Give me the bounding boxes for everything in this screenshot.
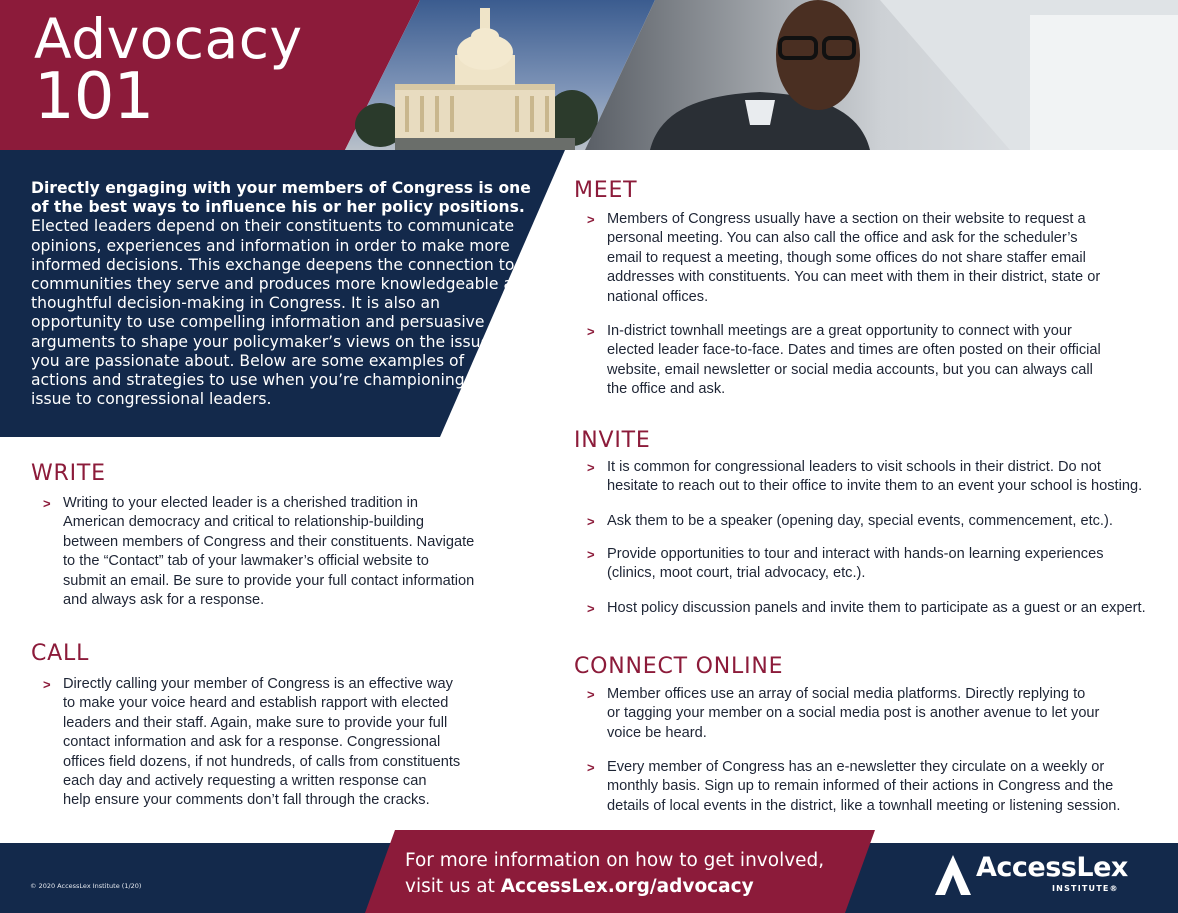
meet-bullet: > Members of Congress usually have a section on their website to request a personal meeting. You can also call the office and ask for the scheduler’s email to request a meeting, though some offices do not share staffer email addresses with constituents. You can meet with them in their district, state or national offices. <box>587 211 1101 305</box>
intro-line: arguments to shape your policymaker’s views on the issues <box>31 332 499 351</box>
invite-bullet: > Host policy discussion panels and invite them to participate as a guest or an expert. <box>607 599 1146 618</box>
meet-bullet: > In-district townhall meetings are a great opportunity to connect with your elected leader face-to-face. Dates and times are often posted on their official website, email newsletter or social media accounts, but you can always call the office and ask. <box>587 323 1101 398</box>
intro-line: opportunity to use compelling information and persuasive <box>31 313 485 332</box>
intro-paragraph <box>31 179 545 409</box>
intro-lead-line: Directly engaging with your members of Congress is one <box>31 179 531 197</box>
footer-cta-line2: visit us at AccessLex.org/advocacy <box>405 876 754 897</box>
logo-subtitle: INSTITUTE® <box>1052 884 1119 893</box>
intro-lead-line: of the best ways to influence his or her policy positions. <box>31 198 525 217</box>
accesslex-logo-icon <box>935 855 971 895</box>
copyright: © 2020 AccessLex Institute (1/20) <box>30 882 142 890</box>
invite-bullet: > Provide opportunities to tour and interact with hands-on learning experiences (clinics, moot court, trial advocacy, etc.). <box>587 546 1104 582</box>
title-line-1: Advocacy <box>34 7 303 71</box>
man-photo <box>585 0 1178 150</box>
bullet-chevron-icon: > <box>587 324 595 339</box>
intro-line: informed decisions. This exchange deepens the connection to the <box>31 255 545 274</box>
bullet-chevron-icon: > <box>43 496 51 511</box>
bullet-chevron-icon: > <box>587 514 595 529</box>
bullet-chevron-icon: > <box>43 677 51 692</box>
advocacy-link[interactable]: AccessLex.org/advocacy <box>500 876 754 897</box>
bullet-chevron-icon: > <box>587 760 595 775</box>
intro-line: you are passionate about. Below are some examples of <box>31 351 465 370</box>
connect-bullet: > Every member of Congress has an e-newsletter they circulate on a weekly or monthly basis. Sign up to remain informed of their actions in Congress and the details of local events in the district, like a townhall meeting or listening session. <box>587 759 1121 814</box>
write-bullet: > Writing to your elected leader is a cherished tradition in American democracy and critical to relationship-building between members of Congress and their constituents. Navigate to the “Contact” tab of your lawmaker’s official website to submit an email. Be sure to provide your full contact information and always ask for a response. <box>43 495 475 609</box>
invite-bullet: > Ask them to be a speaker (opening day, special events, commencement, etc.). <box>607 512 1113 531</box>
intro-line: Elected leaders depend on their constituents to communicate <box>31 217 515 236</box>
footer-cta-line1: For more information on how to get involved, <box>405 850 825 871</box>
call-bullet: > Directly calling your member of Congress is an effective way to make your voice heard and establish rapport with elected leaders and their staff. Again, make sure to provide your full contact information and ask for a response. Congressional offices field dozens, if not hundreds, of calls from constituents each day and actively requesting a written response can help ensure your comments don’t fall through the cracks. <box>43 676 461 809</box>
call-heading: CALL <box>31 641 90 666</box>
connect-online-heading: CONNECT ONLINE <box>574 654 784 679</box>
connect-bullet: > Member offices use an array of social media platforms. Directly replying to or tagging your member on a social media post is another avenue to let your voice be heard. <box>587 686 1100 741</box>
write-heading: WRITE <box>31 461 106 486</box>
bullet-chevron-icon: > <box>587 547 595 562</box>
bullet-chevron-icon: > <box>587 212 595 227</box>
footer-cta <box>405 848 824 900</box>
bullet-chevron-icon: > <box>587 687 595 702</box>
bullet-chevron-icon: > <box>587 460 595 475</box>
title-line-2: 101 <box>34 60 154 134</box>
page-title <box>34 7 303 134</box>
bullet-chevron-icon: > <box>587 601 595 616</box>
intro-line: opinions, experiences and information in order to make more <box>31 236 510 255</box>
intro-line: issue to congressional leaders. <box>31 390 272 409</box>
intro-line: actions and strategies to use when you’re championing an <box>31 371 490 390</box>
intro-line: communities they serve and produces more knowledgeable and <box>31 275 533 294</box>
meet-heading: MEET <box>574 178 638 203</box>
invite-bullet: > It is common for congressional leaders to visit schools in their district. Do not hesitate to reach out to their office to invite them to an event your school is hosting. <box>587 459 1143 495</box>
intro-line: thoughtful decision-making in Congress. It is also an <box>31 294 440 313</box>
invite-heading: INVITE <box>574 428 651 453</box>
logo-wordmark: AccessLex <box>976 852 1128 883</box>
